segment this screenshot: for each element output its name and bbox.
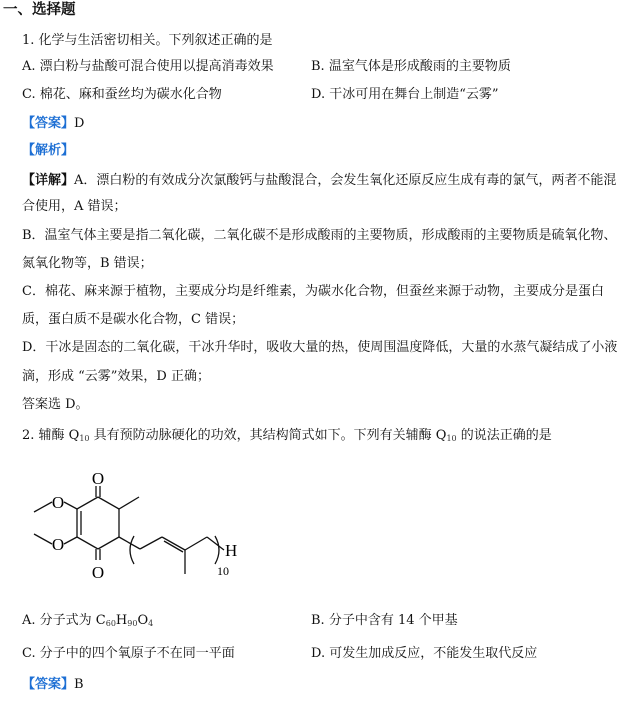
- methoxy-o-lower: O: [51, 535, 65, 554]
- q2-stem-mid: 具有预防动脉硬化的功效，其结构简式如下。下列有关辅酶 Q: [89, 428, 447, 443]
- detail-tag: 【详解】: [22, 173, 75, 188]
- q1-detail-line-4: 氮氧化物等，B 错误；: [22, 256, 153, 271]
- section-title: 一、选择题: [3, 1, 76, 18]
- q2-option-b: B. 分子中含有 14 个甲基: [311, 613, 458, 628]
- detail-text: A．漂白粉的有效成分次氯酸钙与盐酸混合，会发生氧化还原反应生成有毒的氯气，两者不能混: [74, 173, 617, 188]
- oxygen-top-label: O: [91, 469, 105, 488]
- coenzyme-q10-structure: [22, 462, 262, 592]
- q1-option-d: D. 干冰可用在舞台上制造“云雾”: [311, 87, 499, 102]
- formula-c-count: 60: [105, 619, 116, 628]
- q1-answer: [22, 115, 84, 133]
- hydrogen-label: H: [225, 541, 238, 560]
- q1-option-c: C. 棉花、麻和蚕丝均为碳水化合物: [22, 87, 222, 102]
- repeat-count: 10: [217, 564, 229, 578]
- q2-stem-prefix: 2. 辅酶 Q: [22, 428, 80, 443]
- q1-option-b: B. 温室气体是形成酸雨的主要物质: [311, 59, 511, 74]
- q2-subscript-2: 10: [446, 434, 457, 443]
- formula-o-count: 4: [148, 619, 154, 628]
- q1-detail-line-9: 答案选 D。: [22, 397, 89, 412]
- q1-detail-line-2: 合使用，A 错误；: [22, 199, 127, 214]
- q1-detail-line-6: 质，蛋白质不是碳水化合物，C 错误；: [22, 312, 245, 327]
- q1-detail-line-3: B．温室气体主要是指二氧化碳，二氧化碳不是形成酸雨的主要物质，形成酸雨的主要物质是硫氧化物、: [22, 228, 617, 243]
- q2-stem-suffix: 的说法正确的是: [456, 428, 552, 443]
- question-2-stem: [22, 427, 552, 448]
- q2-option-a: [22, 612, 153, 633]
- q2-answer: [22, 676, 84, 694]
- q2-answer-value: B: [74, 677, 84, 692]
- q2-option-a-prefix: A. 分子式为 C: [22, 613, 106, 628]
- q1-detail-line-7: D．干冰是固态的二氧化碳，干冰升华时，吸收大量的热，使周围温度降低，大量的水蒸气凝结成了小液: [22, 340, 618, 355]
- answer-tag: 【答案】: [22, 116, 75, 131]
- q2-option-d: D. 可发生加成反应，不能发生取代反应: [311, 646, 538, 661]
- formula-h-count: 90: [127, 619, 138, 628]
- q1-detail-line-5: C．棉花、麻来源于植物，主要成分均是纤维素，为碳水化合物，但蚕丝来源于动物，主要成分是蛋白: [22, 284, 604, 299]
- q1-option-a: A. 漂白粉与盐酸可混合使用以提高消毒效果: [22, 59, 274, 74]
- oxygen-bottom-label: O: [91, 563, 105, 582]
- methoxy-o-upper: O: [51, 493, 65, 512]
- q1-analysis: [22, 142, 74, 160]
- q2-option-c: C. 分子中的四个氧原子不在同一平面: [22, 646, 235, 661]
- q1-detail-line-8: 滴，形成 “云雾”效果，D 正确；: [22, 369, 210, 384]
- q2-subscript: 10: [79, 434, 90, 443]
- answer-value: D: [74, 116, 85, 131]
- q2-answer-tag: 【答案】: [22, 677, 75, 692]
- formula-h: H: [115, 613, 128, 628]
- q1-detail-line-1: [22, 172, 616, 190]
- formula-o: O: [137, 613, 149, 628]
- question-1-stem: 1. 化学与生活密切相关。下列叙述正确的是: [22, 33, 273, 48]
- analysis-tag: 【解析】: [22, 143, 75, 158]
